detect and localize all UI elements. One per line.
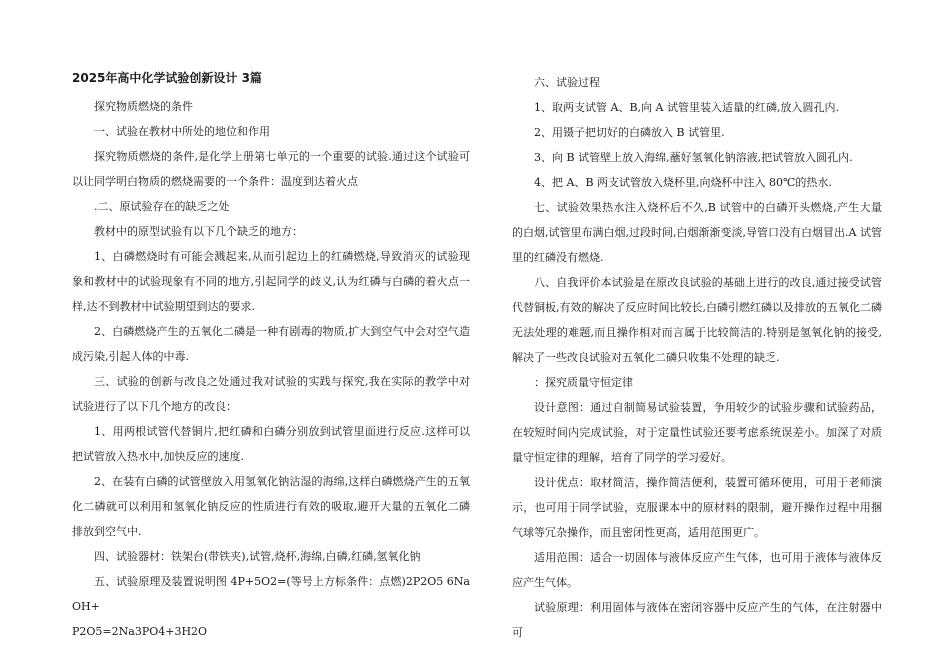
- paragraph: 适用范围：适合一切固体与液体反应产生气体，也可用于液体与液体反应产生气体。: [512, 551, 882, 589]
- paragraph: 设计优点：取材简洁，操作简洁便利，装置可循环使用，可用于老师演示，也可用于同学试验，克服课本中的原材料的限制，避开操作过程中用捆气球等冗杂操作，而且密闭性更高，适用范围更广。: [512, 476, 882, 539]
- paragraph: 探究物质燃烧的条件,是化学上册第七单元的一个重要的试验.通过这个试验可以让同学明白物质的燃烧需要的一个条件：温度到达着火点: [72, 150, 470, 188]
- paragraph: 设计意图：通过自制简易试验装置，争用较少的试验步骤和试验药品，在较短时间内完成试验，对于定量性试验还要考虑系统误差小。加深了对质量守恒定律的理解，培育了同学的学习爱好。: [512, 401, 882, 464]
- left-column: [72, 70, 470, 644]
- paragraph: 探究物质燃烧的条件: [94, 100, 193, 113]
- section-heading: ：探究质量守恒定律: [534, 376, 633, 389]
- right-column: [512, 70, 882, 645]
- section-heading: .二、原试验存在的缺乏之处: [94, 200, 230, 213]
- section-heading: 五、试验原理及装置说明图 4P+5O2=(等号上方标条件：点燃)2P2O5 6NaOH+: [72, 575, 470, 613]
- paragraph: 3、向 B 试管壁上放入海绵,蘸好氢氧化钠溶液,把试管放入圆孔内.: [534, 151, 853, 164]
- section-heading: 六、试验过程: [534, 76, 600, 89]
- section-heading: 一、试验在教材中所处的地位和作用: [94, 125, 270, 138]
- section-heading: 四、试验器材：铁架台(带铁夹),试管,烧杯,海绵,白磷,红磷,氢氧化钠: [94, 550, 421, 563]
- paragraph: 教材中的原型试验有以下几个缺乏的地方：: [94, 225, 303, 238]
- paragraph: 2、用镊子把切好的白磷放入 B 试管里.: [534, 126, 725, 139]
- paragraph: 1、白磷燃烧时有可能会溅起来,从而引起边上的红磷燃烧,导致消灭的试验现象和教材中的试验现象有不同的地方,引起同学的歧义,认为红磷与白磷的着火点一样,达不到教材中试验期望到达的要求.: [72, 250, 470, 313]
- section-heading: 三、试验的创新与改良之处通过我对试验的实践与探究,我在实际的教学中对试验进行了以下几个地方的改良：: [72, 375, 470, 413]
- equation-line: P2O5=2Na3PO4+3H2O: [72, 625, 208, 638]
- paragraph: 试验原理：利用固体与液体在密闭容器中反应产生的气体，在注射器中可: [512, 601, 882, 639]
- section-heading: 七、试验效果热水注入烧杯后不久,B 试管中的白磷开头燃烧,产生大量的白烟,试管里布满白烟,过段时间,白烟渐渐变淡,导管口没有白烟冒出.A 试管里的红磷没有燃烧.: [512, 201, 882, 264]
- paragraph: 1、取两支试管 A、B,向 A 试管里装入适量的红磷,放入圆孔内.: [534, 101, 839, 114]
- section-heading: 八、自我评价本试验是在原改良试验的基础上进行的改良,通过接受试管代替铜板,有效的解决了反应时间比较长,白磷引燃红磷以及排放的五氧化二磷无法处理的难题,而且操作相对而言属于比较简洁的.特别是氢氧化钠的接受,解决了一些改良试验对五氧化二磷只收集不处理的缺乏.: [512, 276, 882, 364]
- paragraph: 4、把 A、B 两支试管放入烧杯里,向烧杯中注入 80℃的热水.: [534, 176, 832, 189]
- paragraph: 1、用两根试管代替铜片,把红磷和白磷分别放到试管里面进行反应.这样可以把试管放入热水中,加快反应的速度.: [72, 425, 470, 463]
- paragraph: 2、白磷燃烧产生的五氧化二磷是一种有剧毒的物质,扩大到空气中会对空气造成污染,引起人体的中毒.: [72, 325, 470, 363]
- paragraph: 2、在装有白磷的试管壁放入用氢氧化钠沾湿的海绵,这样白磷燃烧产生的五氧化二磷就可以利用和氢氧化钠反应的性质进行有效的吸取,避开大量的五氧化二磷排放到空气中.: [72, 475, 470, 538]
- document-title: 2025年高中化学试验创新设计 3篇: [72, 71, 262, 85]
